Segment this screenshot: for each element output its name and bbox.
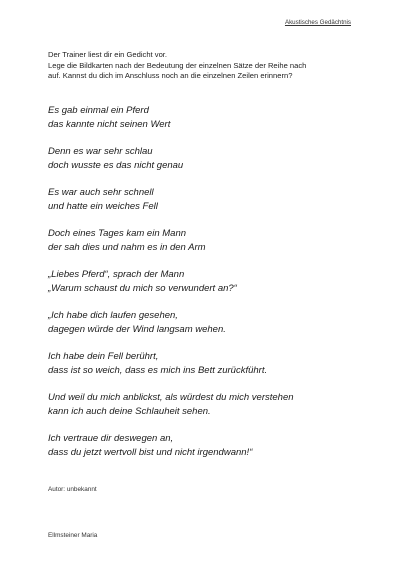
poem-line: „Ich habe dich laufen gesehen, [48, 310, 178, 321]
poem-stanza [48, 432, 358, 473]
poem-stanza [48, 145, 358, 186]
poem-stanza [48, 186, 358, 227]
poem-line: Doch eines Tages kam ein Mann [48, 228, 187, 239]
poem-stanza [48, 391, 358, 432]
poem-line: dagegen würde der Wind langsam wehen. [48, 323, 226, 335]
poem-line: Ich vertraue dir deswegen an, [48, 433, 174, 444]
poem-line: doch wusste es das nicht genau [48, 159, 184, 171]
poem-line: Es gab einmal ein Pferd [48, 105, 149, 116]
poem-stanza [48, 309, 358, 350]
poem-line: Ich habe dein Fell berührt, [48, 351, 159, 362]
poem-line: kann ich auch deine Schlauheit sehen. [48, 405, 211, 417]
poem-line: „Liebes Pferd“, sprach der Mann [48, 269, 185, 280]
poem-line: das kannte nicht seinen Wert [48, 118, 171, 130]
instruction-line: Der Trainer liest dir ein Gedicht vor. [48, 50, 168, 59]
poem-stanza [48, 350, 358, 391]
poem-line: Es war auch sehr schnell [48, 187, 154, 198]
poem [48, 104, 358, 473]
footer-name: Ellmsteiner Maria [48, 532, 98, 539]
poem-line: und hatte ein weiches Fell [48, 200, 158, 212]
poem-line: „Warum schaust du mich so verwundert an?“ [48, 282, 237, 294]
poem-line: der sah dies und nahm es in den Arm [48, 241, 206, 253]
poem-line: dass ist so weich, dass es mich ins Bett zurückführt. [48, 364, 268, 376]
poem-stanza [48, 268, 358, 309]
author-credit: Autor: unbekannt [48, 486, 97, 493]
instructions [48, 50, 358, 82]
poem-line: Denn es war sehr schlau [48, 146, 153, 157]
instruction-line: auf. Kannst du dich im Anschluss noch an die einzelnen Zeilen erinnern? [48, 71, 293, 80]
instruction-line: Lege die Bildkarten nach der Bedeutung der einzelnen Sätze der Reihe nach [48, 60, 307, 70]
header-title: Akustisches Gedächtnis [284, 19, 351, 26]
poem-line: dass du jetzt wertvoll bist und nicht irgendwann!“ [48, 446, 253, 458]
poem-line: Und weil du mich anblickst, als würdest du mich verstehen [48, 392, 294, 403]
poem-stanza [48, 227, 358, 268]
poem-stanza [48, 104, 358, 145]
